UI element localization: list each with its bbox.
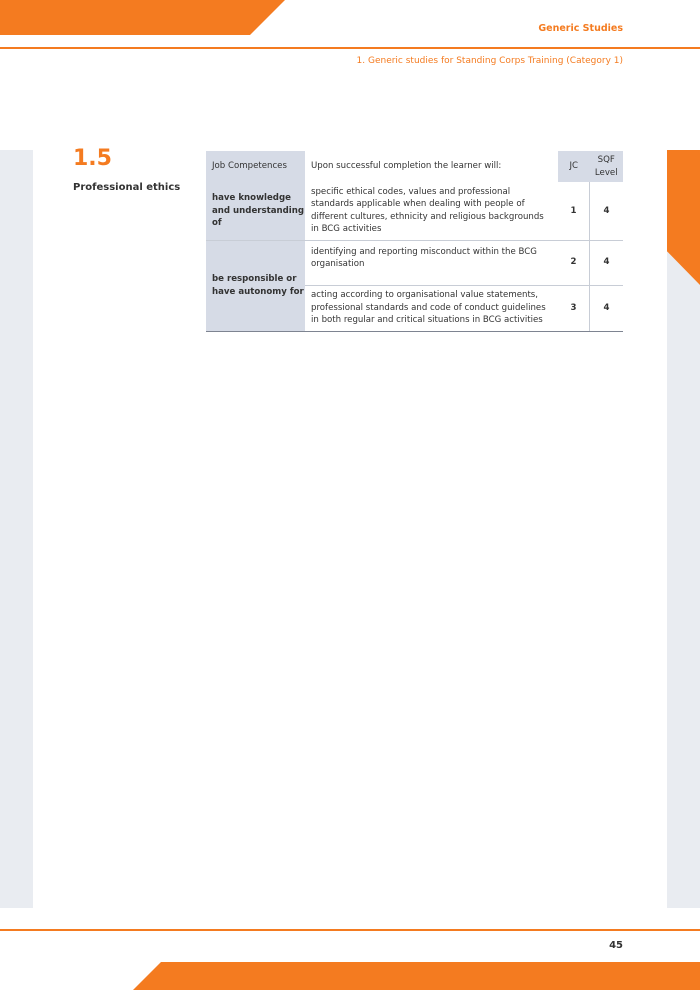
header-jc: JC (558, 151, 590, 182)
outcome-text: identifying and reporting misconduct within the BCG organisation (305, 240, 558, 285)
header-decoration-tab (0, 0, 285, 35)
header-level: Level (594, 167, 618, 178)
left-margin-band (0, 150, 33, 908)
table-row (206, 240, 623, 285)
sqf-level-value: 4 (590, 285, 624, 331)
sqf-level-value: 4 (590, 182, 624, 240)
page-number: 45 (609, 940, 623, 951)
sqf-level-value: 4 (590, 240, 624, 285)
running-header-title: Generic Studies (538, 23, 623, 34)
jc-value: 2 (558, 240, 590, 285)
header-job-competences: Job Competences (206, 151, 305, 182)
footer-decoration-tab (133, 962, 700, 990)
header-outcome: Upon successful completion the learner will: (305, 151, 558, 182)
footer-rule (0, 929, 700, 931)
header-sqf-level (590, 151, 624, 182)
outcome-text: acting according to organisational value statements, professional standards and code of conduct guidelines in both regular and critical situations in BCG activities (305, 285, 558, 331)
section-number: 1.5 (73, 146, 112, 171)
jc-value: 1 (558, 182, 590, 240)
outcome-text: specific ethical codes, values and professional standards applicable when dealing with people of different cultures, ethnicity and religious backgrounds in BCG activities (305, 182, 558, 240)
competence-knowledge: have knowledge and understanding of (206, 182, 305, 240)
header-sqf: SQF (597, 155, 615, 166)
header-rule (0, 47, 700, 49)
running-header-subtitle: 1. Generic studies for Standing Corps Training (Category 1) (356, 56, 623, 66)
table-header-row (206, 151, 623, 182)
competence-responsibility: be responsible or have autonomy for (206, 240, 305, 331)
jc-value: 3 (558, 285, 590, 331)
competence-table (206, 151, 623, 332)
table-row (206, 182, 623, 240)
section-title: Professional ethics (73, 182, 181, 193)
